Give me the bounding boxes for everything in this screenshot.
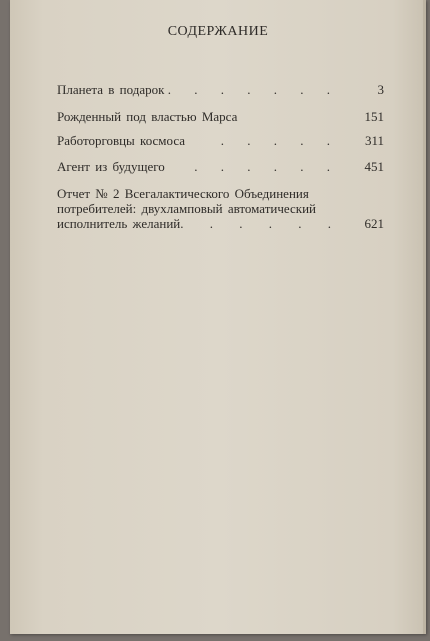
toc-page-number: 311 bbox=[364, 133, 384, 148]
toc-entry-title: Агент из будущего bbox=[57, 159, 165, 174]
toc-entry-title: Планета в подарок bbox=[57, 82, 165, 97]
toc-entry bbox=[57, 186, 384, 231]
toc-entry-title-line2: потребителей: двухламповый автоматический bbox=[57, 201, 317, 216]
toc-entry bbox=[57, 107, 384, 125]
toc-page-number: 621 bbox=[364, 216, 384, 231]
toc-leader-dots: . . . . . . bbox=[180, 216, 341, 231]
toc-entry bbox=[57, 131, 384, 149]
toc-heading: СОДЕРЖАНИЕ bbox=[167, 24, 269, 39]
toc-entry bbox=[57, 157, 384, 175]
toc-entry-title: Рожденный под властью Марса bbox=[57, 109, 238, 124]
toc-leader-dots: . . . . . . bbox=[194, 159, 340, 174]
toc-leader-dots: . . . . . . . bbox=[167, 82, 340, 97]
book-page bbox=[10, 0, 426, 634]
page-edge bbox=[423, 0, 426, 634]
toc-entry-title: Работорговцы космоса bbox=[57, 133, 186, 148]
toc-page-number: 3 bbox=[377, 82, 384, 97]
toc-entry-title-line3: исполнитель желаний bbox=[57, 216, 181, 231]
toc-entry-title-line1: Отчет № 2 Всегалактического Объединения bbox=[57, 186, 309, 201]
toc-leader-dots: . . . . . bbox=[220, 133, 340, 148]
toc-page-number: 451 bbox=[364, 159, 384, 174]
toc-page-number: 151 bbox=[364, 109, 384, 124]
toc-entry bbox=[57, 80, 384, 98]
